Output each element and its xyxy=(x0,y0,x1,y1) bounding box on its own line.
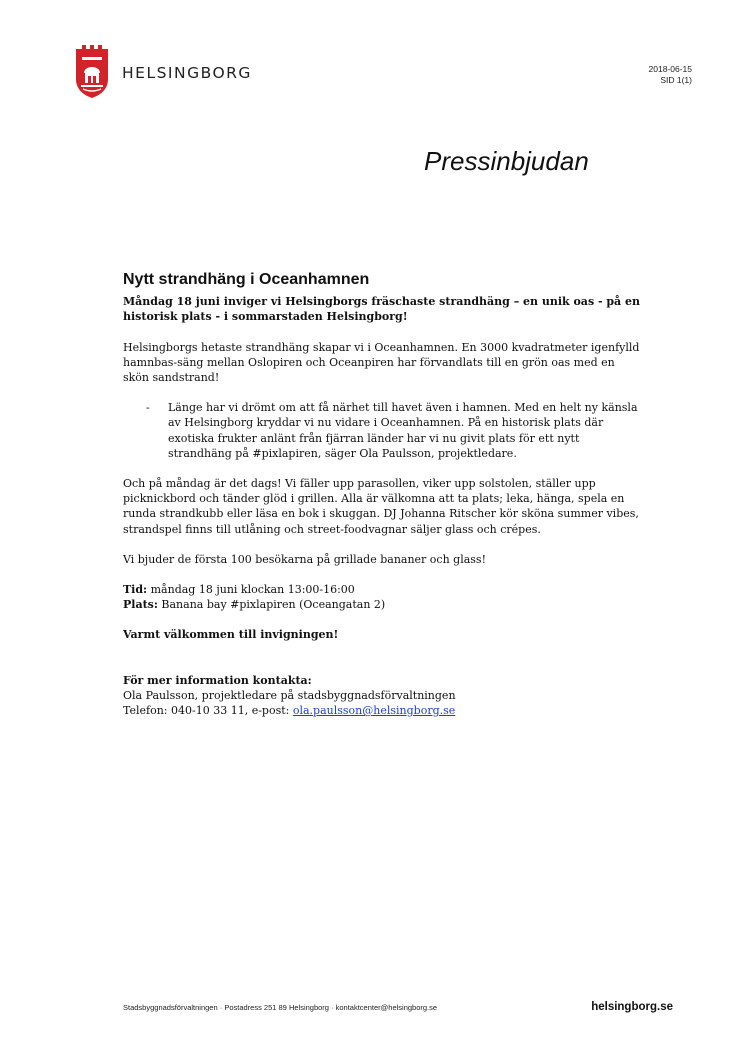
welcome-text: Varmt välkommen till invigningen! xyxy=(123,628,339,642)
paragraph-offer: Vi bjuder de första 100 besökarna på grillade bananer och glass! xyxy=(123,552,486,566)
place-label: Plats: xyxy=(123,598,158,612)
event-details xyxy=(123,582,643,612)
quote-block xyxy=(123,400,643,461)
paragraph-intro: Helsingborgs hetaste strandhäng skapar vi i Oceanhamnen. En 3000 kvadratmeter igenfylld hamnbas-säng mellan Oslopiren och Oceanpiren har förvandlats till en grön oas med en skön sandstrand! xyxy=(123,340,640,385)
city-crest-icon xyxy=(74,43,110,99)
time-label: Tid: xyxy=(123,583,148,597)
contact-email-link[interactable]: ola.paulsson@helsingborg.se xyxy=(292,704,456,718)
press-release-body xyxy=(123,272,643,718)
contact-phone-line xyxy=(123,703,643,718)
footer-website: helsingborg.se xyxy=(591,1001,673,1013)
helsingborg-logo xyxy=(74,43,252,99)
article-lead: Måndag 18 juni inviger vi Helsingborgs fräschaste strandhäng – en unik oas - på en historisk plats - i sommarstaden Helsingborg! xyxy=(123,295,640,324)
quote-dash: - xyxy=(146,401,150,415)
page-number: SID 1(1) xyxy=(660,75,692,85)
footer-address: Stadsbyggnadsförvaltningen · Postadress 251 89 Helsingborg · kontaktcenter@helsingborg.se xyxy=(123,1003,438,1012)
document-date: 2018-06-15 xyxy=(648,64,692,74)
paragraph-event: Och på måndag är det dags! Vi fäller upp parasollen, viker upp solstolen, ställer upp picknickbord och tänder glöd i grillen. Alla är välkomna att ta plats; leka, hänga, spela en runda strandkubb eller läsa en bok i skuggan. DJ Johanna Ritscher kör sköna summer vibes, strandspel finns till utlåning och street-foodvagnar säljer glass och crépes. xyxy=(123,477,639,536)
quote-text: Länge har vi drömt om att få närhet till havet även i hamnen. Med en helt ny känsla av Helsingborg kryddar vi nu vidare i Oceanhamnen. På en historisk plats där exotiska frukter anlänt från fjärran länder har vi nu givit plats för ett nytt strandhäng på #pixlapiren, säger Ola Paulsson, projektledare. xyxy=(168,401,638,460)
time-value: måndag 18 juni klockan 13:00-16:00 xyxy=(147,583,355,597)
contact-phone: Telefon: 040-10 33 11, e-post: xyxy=(123,704,293,718)
document-type: Pressinbjudan xyxy=(424,146,589,176)
logo-wordmark: HELSINGBORG xyxy=(122,64,252,82)
document-meta xyxy=(649,64,692,86)
contact-info xyxy=(123,673,643,719)
contact-person: Ola Paulsson, projektledare på stadsbyggnadsförvaltningen xyxy=(123,688,456,702)
article-title: Nytt strandhäng i Oceanhamnen xyxy=(123,271,370,288)
place-value: Banana bay #pixlapiren (Oceangatan 2) xyxy=(157,598,386,612)
contact-heading: För mer information kontakta: xyxy=(123,673,312,687)
